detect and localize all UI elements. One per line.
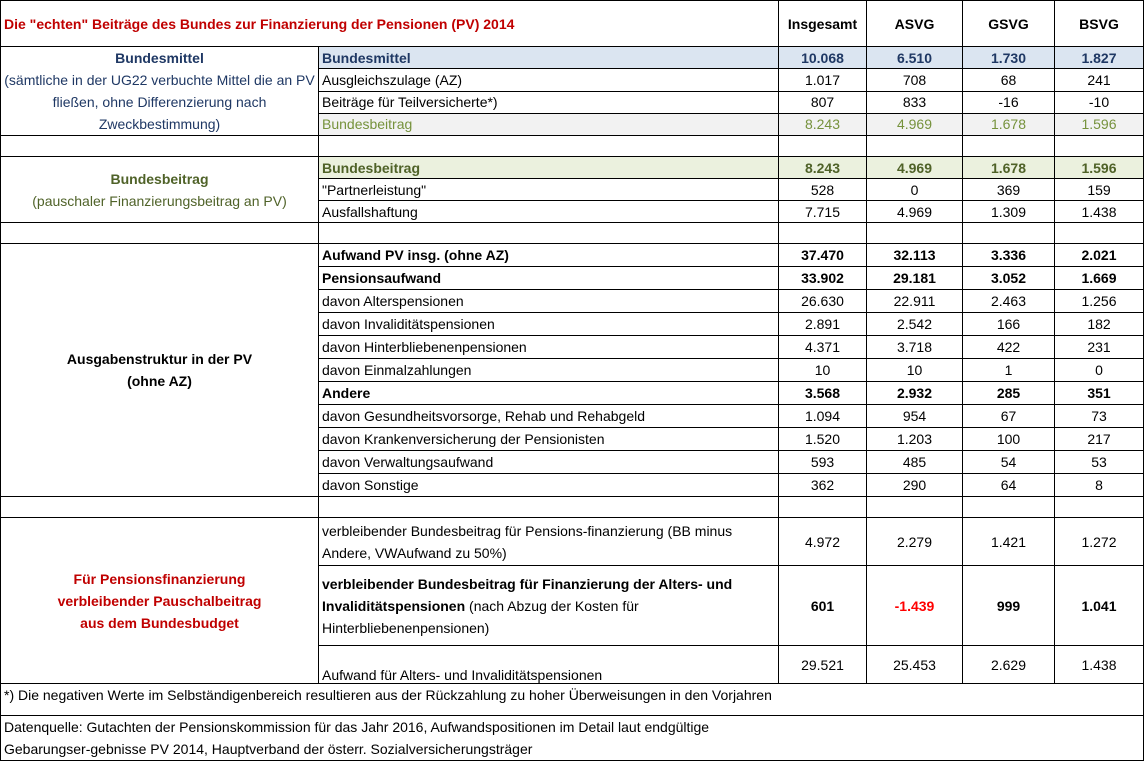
cell-bsvg: 217 bbox=[1055, 428, 1144, 451]
cell-insgesamt: 4.972 bbox=[779, 518, 867, 566]
cell-bsvg: 1.596 bbox=[1055, 113, 1144, 135]
row-desc: davon Invaliditätspensionen bbox=[319, 313, 779, 336]
category-label: Bundesmittel bbox=[115, 50, 204, 66]
cell-bsvg: 1.827 bbox=[1055, 47, 1144, 69]
spacer-row bbox=[1, 497, 1144, 518]
row-desc: davon Einmalzahlungen bbox=[319, 359, 779, 382]
cell-insgesamt: 8.243 bbox=[779, 113, 867, 135]
cell-insgesamt: 362 bbox=[779, 474, 867, 497]
cell-gsvg: 1.309 bbox=[963, 201, 1055, 223]
cell-asvg: 2.279 bbox=[867, 518, 963, 566]
cell-insgesamt: 33.902 bbox=[779, 267, 867, 290]
cell-gsvg: 67 bbox=[963, 405, 1055, 428]
category-label: Ausgabenstruktur in der PV (ohne AZ) bbox=[66, 351, 253, 389]
cell-insgesamt: 1.520 bbox=[779, 428, 867, 451]
cell-asvg: 833 bbox=[867, 91, 963, 113]
source-row bbox=[1, 716, 1144, 761]
cell-insgesamt: 1.017 bbox=[779, 69, 867, 91]
cell-gsvg: 1.678 bbox=[963, 157, 1055, 179]
table-row bbox=[1, 157, 1144, 179]
category-label: Für Pensionsfinanzierung verbleibender Pauschalbeitrag aus dem Bundesbudget bbox=[57, 570, 262, 631]
cell-insgesamt: 601 bbox=[779, 566, 867, 646]
header-row bbox=[1, 1, 1144, 47]
cell-gsvg: 999 bbox=[963, 566, 1055, 646]
cell-asvg: 3.718 bbox=[867, 336, 963, 359]
row-desc: Bundesbeitrag bbox=[319, 157, 779, 179]
row-desc: Ausgleichszulage (AZ) bbox=[319, 69, 779, 91]
cell-bsvg: 1.438 bbox=[1055, 201, 1144, 223]
cell-asvg: 25.453 bbox=[867, 646, 963, 684]
row-desc: davon Krankenversicherung der Pensionisten bbox=[319, 428, 779, 451]
cell-bsvg: 1.669 bbox=[1055, 267, 1144, 290]
row-desc-bold: verbleibender Bundesbeitrag für Finanzierung der Alters- und Invaliditätspensionen bbox=[322, 575, 733, 614]
cell-bsvg: 8 bbox=[1055, 474, 1144, 497]
cell-gsvg: 3.336 bbox=[963, 244, 1055, 267]
cell-gsvg: 285 bbox=[963, 382, 1055, 405]
cell-asvg: 0 bbox=[867, 179, 963, 201]
row-desc: verbleibender Bundesbeitrag für Pensions-finanzierung (BB minus Andere, VWAufwand zu 50%) bbox=[319, 518, 779, 566]
cell-gsvg: 1 bbox=[963, 359, 1055, 382]
row-desc: Beiträge für Teilversicherte*) bbox=[319, 91, 779, 113]
row-desc: Aufwand für Alters- und Invaliditätspensionen bbox=[319, 646, 779, 684]
col-header-insgesamt: Insgesamt bbox=[779, 1, 867, 47]
table-row bbox=[1, 47, 1144, 69]
cell-bsvg: 159 bbox=[1055, 179, 1144, 201]
cell-gsvg: 2.629 bbox=[963, 646, 1055, 684]
footnote-row bbox=[1, 684, 1144, 706]
cell-bsvg: 1.438 bbox=[1055, 646, 1144, 684]
cell-gsvg: 68 bbox=[963, 69, 1055, 91]
cell-bsvg: 231 bbox=[1055, 336, 1144, 359]
col-header-asvg: ASVG bbox=[867, 1, 963, 47]
row-desc: davon Alterspensionen bbox=[319, 290, 779, 313]
cell-insgesamt: 8.243 bbox=[779, 157, 867, 179]
category-pensionsfinanzierung bbox=[1, 518, 319, 684]
cell-bsvg: 182 bbox=[1055, 313, 1144, 336]
cell-asvg: 4.969 bbox=[867, 201, 963, 223]
cell-insgesamt: 528 bbox=[779, 179, 867, 201]
cell-gsvg: 422 bbox=[963, 336, 1055, 359]
cell-gsvg: -16 bbox=[963, 91, 1055, 113]
footnote: *) Die negativen Werte im Selbständigenbereich resultieren aus der Rückzahlung zu hoher Überweisungen in den Vorjahren bbox=[1, 684, 1144, 706]
category-bundesbeitrag bbox=[1, 157, 319, 223]
cell-insgesamt: 2.891 bbox=[779, 313, 867, 336]
table-row bbox=[1, 518, 1144, 566]
row-desc: Aufwand PV insg. (ohne AZ) bbox=[319, 244, 779, 267]
cell-bsvg: 53 bbox=[1055, 451, 1144, 474]
row-desc: "Partnerleistung" bbox=[319, 179, 779, 201]
cell-asvg: 4.969 bbox=[867, 113, 963, 135]
cell-insgesamt: 807 bbox=[779, 91, 867, 113]
cell-bsvg: 1.596 bbox=[1055, 157, 1144, 179]
cell-bsvg: 2.021 bbox=[1055, 244, 1144, 267]
row-desc bbox=[319, 566, 779, 646]
cell-bsvg: 241 bbox=[1055, 69, 1144, 91]
cell-asvg: 290 bbox=[867, 474, 963, 497]
cell-asvg: 954 bbox=[867, 405, 963, 428]
cell-asvg: 485 bbox=[867, 451, 963, 474]
cell-gsvg: 54 bbox=[963, 451, 1055, 474]
cell-insgesamt: 29.521 bbox=[779, 646, 867, 684]
source-text: Datenquelle: Gutachten der Pensionskommission für das Jahr 2016, Aufwandspositionen im Detail laut endgültige Gebarungser-gebnisse PV 2014, Hauptverband der österr. Sozialversicherungsträger bbox=[4, 719, 710, 757]
category-bundesmittel bbox=[1, 47, 319, 136]
row-desc-rest: (nach Abzug der Kosten für Hinterbliebenenpensionen) bbox=[322, 597, 639, 636]
table-title: Die "echten" Beiträge des Bundes zur Finanzierung der Pensionen (PV) 2014 bbox=[1, 1, 779, 47]
row-desc: davon Verwaltungsaufwand bbox=[319, 451, 779, 474]
cell-bsvg: 1.041 bbox=[1055, 566, 1144, 646]
cell-asvg: 6.510 bbox=[867, 47, 963, 69]
spacer-row bbox=[1, 706, 1144, 716]
cell-asvg: -1.439 bbox=[867, 566, 963, 646]
cell-bsvg: 0 bbox=[1055, 359, 1144, 382]
cell-gsvg: 64 bbox=[963, 474, 1055, 497]
cell-gsvg: 369 bbox=[963, 179, 1055, 201]
row-desc: Pensionsaufwand bbox=[319, 267, 779, 290]
row-desc: Bundesbeitrag bbox=[319, 113, 779, 135]
category-label: Bundesbeitrag bbox=[110, 170, 209, 187]
spacer-row bbox=[1, 136, 1144, 157]
cell-insgesamt: 593 bbox=[779, 451, 867, 474]
cell-bsvg: 73 bbox=[1055, 405, 1144, 428]
category-ausgabenstruktur bbox=[1, 244, 319, 497]
row-desc: Bundesmittel bbox=[319, 47, 779, 69]
cell-insgesamt: 37.470 bbox=[779, 244, 867, 267]
cell-asvg: 32.113 bbox=[867, 244, 963, 267]
cell-gsvg: 1.421 bbox=[963, 518, 1055, 566]
cell-asvg: 10 bbox=[867, 359, 963, 382]
cell-asvg: 2.542 bbox=[867, 313, 963, 336]
category-sublabel: (sämtliche in der UG22 verbuchte Mittel die an PV fließen, ohne Differenzierung nach Zweckbestimmung) bbox=[4, 72, 315, 132]
cell-asvg: 708 bbox=[867, 69, 963, 91]
cell-asvg: 22.911 bbox=[867, 290, 963, 313]
spacer-row bbox=[1, 223, 1144, 244]
cell-insgesamt: 3.568 bbox=[779, 382, 867, 405]
cell-gsvg: 3.052 bbox=[963, 267, 1055, 290]
cell-insgesamt: 10 bbox=[779, 359, 867, 382]
cell-bsvg: 351 bbox=[1055, 382, 1144, 405]
cell-bsvg: 1.272 bbox=[1055, 518, 1144, 566]
cell-gsvg: 166 bbox=[963, 313, 1055, 336]
cell-bsvg: -10 bbox=[1055, 91, 1144, 113]
cell-bsvg: 1.256 bbox=[1055, 290, 1144, 313]
cell-asvg: 4.969 bbox=[867, 157, 963, 179]
row-desc: davon Gesundheitsvorsorge, Rehab und Rehabgeld bbox=[319, 405, 779, 428]
cell-insgesamt: 1.094 bbox=[779, 405, 867, 428]
cell-insgesamt: 4.371 bbox=[779, 336, 867, 359]
cell-gsvg: 1.730 bbox=[963, 47, 1055, 69]
cell-gsvg: 1.678 bbox=[963, 113, 1055, 135]
cell-insgesamt: 7.715 bbox=[779, 201, 867, 223]
cell-gsvg: 2.463 bbox=[963, 290, 1055, 313]
col-header-bsvg: BSVG bbox=[1055, 1, 1144, 47]
cell-insgesamt: 10.068 bbox=[779, 47, 867, 69]
cell-insgesamt: 26.630 bbox=[779, 290, 867, 313]
col-header-gsvg: GSVG bbox=[963, 1, 1055, 47]
cell-asvg: 29.181 bbox=[867, 267, 963, 290]
row-desc: Ausfallshaftung bbox=[319, 201, 779, 223]
table-row bbox=[1, 244, 1144, 267]
category-sublabel: (pauschaler Finanzierungsbeitrag an PV) bbox=[32, 192, 287, 209]
row-desc: davon Hinterbliebenenpensionen bbox=[319, 336, 779, 359]
cell-gsvg: 100 bbox=[963, 428, 1055, 451]
row-desc: davon Sonstige bbox=[319, 474, 779, 497]
source-note bbox=[1, 716, 1144, 761]
cell-asvg: 1.203 bbox=[867, 428, 963, 451]
cell-asvg: 2.932 bbox=[867, 382, 963, 405]
row-desc: Andere bbox=[319, 382, 779, 405]
